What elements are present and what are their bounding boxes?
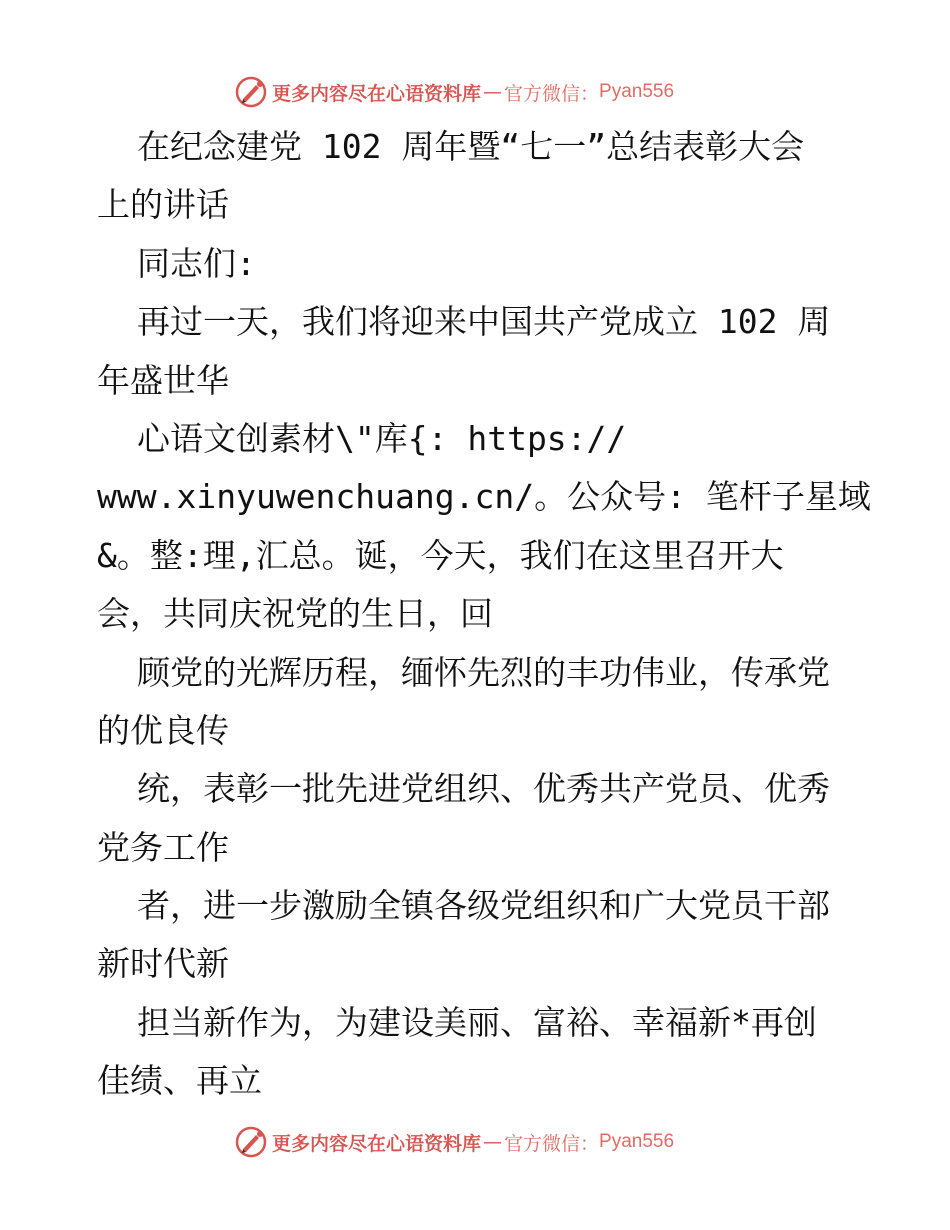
text-line: 上的讲话 xyxy=(97,185,229,225)
text-line: 担当新作为，为建设美丽、富裕、幸福新*再创 xyxy=(137,1002,817,1042)
watermark-handle: Pyan556 xyxy=(599,1131,675,1152)
text-line: 同志们: xyxy=(137,243,256,283)
text-line: 年盛世华 xyxy=(97,360,229,400)
watermark-official-label: 官方微信： xyxy=(504,82,600,105)
text-line: 的优良传 xyxy=(97,710,229,750)
watermark-separator: — xyxy=(483,81,503,103)
watermark-brand: 更多内容尽在心语资料库 xyxy=(272,82,482,105)
text-line: www.xinyuwenchuang.cn/。公众号: 笔杆子星域 xyxy=(97,477,871,517)
document-body xyxy=(97,118,877,1111)
watermark-handle: Pyan556 xyxy=(599,81,675,102)
text-line: 顾党的光辉历程，缅怀先烈的丰功伟业，传承党 xyxy=(137,652,830,692)
text-line: &。整:理,汇总。诞，今天，我们在这里召开大 xyxy=(97,535,784,575)
watermark-official-label: 官方微信： xyxy=(504,1132,600,1155)
pen-logo-icon xyxy=(234,1125,268,1159)
text-line: 在纪念建党 102 周年暨“七一”总结表彰大会 xyxy=(137,127,805,166)
text-line: 统，表彰一批先进党组织、优秀共产党员、优秀 xyxy=(137,769,830,809)
text-line: 者，进一步激励全镇各级党组织和广大党员干部 xyxy=(137,886,830,926)
watermark-footer xyxy=(0,1122,950,1162)
text-line: 会，共同庆祝党的生日，回 xyxy=(97,594,493,634)
watermark-separator: — xyxy=(483,1131,503,1153)
text-line: 新时代新 xyxy=(97,944,229,984)
watermark-brand: 更多内容尽在心语资料库 xyxy=(272,1132,482,1155)
text-line: 佳绩、再立 xyxy=(97,1061,262,1101)
text-line: 再过一天，我们将迎来中国共产党成立 102 周 xyxy=(137,302,831,342)
text-line: 党务工作 xyxy=(97,827,229,867)
watermark-header xyxy=(0,72,950,112)
text-line: 心语文创素材\"库{: https:// xyxy=(137,418,627,458)
pen-logo-icon xyxy=(234,75,268,109)
